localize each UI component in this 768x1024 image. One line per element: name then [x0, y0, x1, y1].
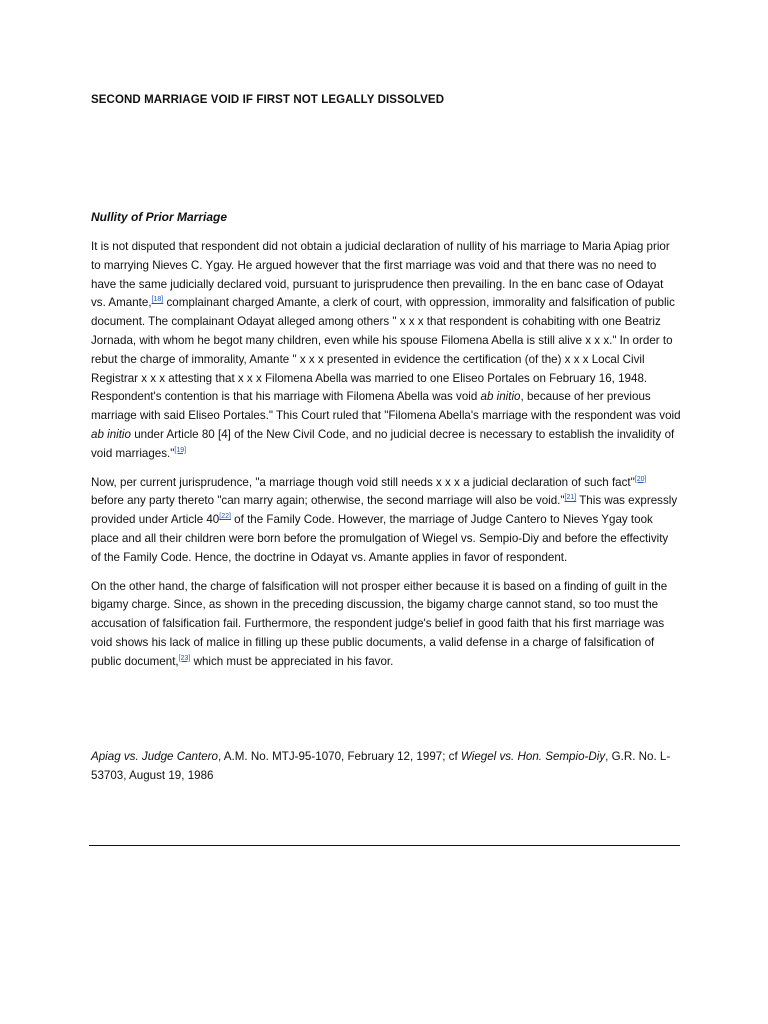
- horizontal-rule: [89, 845, 680, 846]
- footnote-link-19[interactable]: [19]: [174, 446, 187, 454]
- body-text: [91, 238, 681, 682]
- case-citation: [91, 748, 681, 786]
- document-title: SECOND MARRIAGE VOID IF FIRST NOT LEGALLY DISSOLVED: [91, 94, 445, 106]
- p1-italic-ab-initio-1: ab initio: [480, 390, 521, 404]
- section-heading: Nullity of Prior Marriage: [91, 210, 228, 224]
- p2-text-a: Now, per current jurisprudence, "a marriage though void still needs x x x a judicial declaration of such fact": [91, 475, 635, 489]
- citation-mid: , A.M. No. MTJ-95-1070, February 12, 1997; cf: [217, 750, 461, 763]
- footnote-link-22[interactable]: [22]: [219, 513, 231, 521]
- citation-case-1: Apiag vs. Judge Cantero: [91, 750, 218, 763]
- paragraph-2: [91, 474, 681, 568]
- footnote-link-23[interactable]: [23]: [178, 654, 191, 662]
- p1-text-d: under Article 80 [4] of the New Civil Code, and no judicial decree is necessary to establish the invalidity of void marriages.": [91, 427, 675, 460]
- p1-text-c: , because of her previous marriage with said Eliseo Portales." This Court ruled that "Filomena Abella's marriage with the respondent was void: [91, 390, 681, 423]
- citation-end: , G.R. No. L-53703, August 19, 1986: [91, 750, 671, 782]
- p3-text-b: which must be appreciated in his favor.: [190, 654, 394, 668]
- p1-italic-ab-initio-2: ab initio: [91, 427, 131, 441]
- citation-case-2: Wiegel vs. Hon. Sempio-Diy: [460, 750, 606, 763]
- footnote-link-20[interactable]: [20]: [634, 475, 647, 483]
- p1-text-a: It is not disputed that respondent did not obtain a judicial declaration of nullity of his marriage to Maria Apiag prior to marrying Nieves C. Ygay. He argued however that the first marriage was void and that there was no need to have the same judicially declared void, pursuant to jurisprudence then prevailing. In the en banc case of Odayat vs. Amante,: [91, 240, 670, 310]
- p2-text-b: before any party thereto "can marry again; otherwise, the second marriage will also be void.": [91, 494, 565, 508]
- p3-text-a: On the other hand, the charge of falsification will not prosper either because it is based on a finding of guilt in the bigamy charge. Since, as shown in the preceding discussion, the bigamy charge cannot stand, so too must the accusation of falsification fail. Furthermore, the respondent judge's belief in good faith that his first marriage was void shows his lack of malice in filling up these public documents, a valid defense in a charge of falsification of public document,: [91, 579, 668, 668]
- p2-text-c: This was expressly provided under Article 40: [91, 494, 678, 527]
- footnote-link-21[interactable]: [21]: [564, 494, 577, 502]
- footnote-link-18[interactable]: [18]: [151, 296, 164, 304]
- paragraph-1: [91, 238, 681, 464]
- p1-text-b: complainant charged Amante, a clerk of court, with oppression, immorality and falsification of public document. The complainant Odayat alleged among others " x x x that respondent is cohabiting with one Beatriz Jornada, with whom he begot many children, even while his spouse Filomena Abella is still alive x x x." In order to rebut the charge of immorality, Amante " x x x presented in evidence the certification (of the) x x x Local Civil Registrar x x x attesting that x x x Filomena Abella was married to one Eliseo Portales on February 16, 1948. Respondent's contention is that his marriage with Filomena Abella was void: [91, 296, 675, 404]
- paragraph-3: [91, 578, 681, 672]
- p2-text-d: of the Family Code. However, the marriage of Judge Cantero to Nieves Ygay took place and all their children were born before the promulgation of Wiegel vs. Sempio-Diy and before the effectivity of the Family Code. Hence, the doctrine in Odayat vs. Amante applies in favor of respondent.: [91, 513, 669, 564]
